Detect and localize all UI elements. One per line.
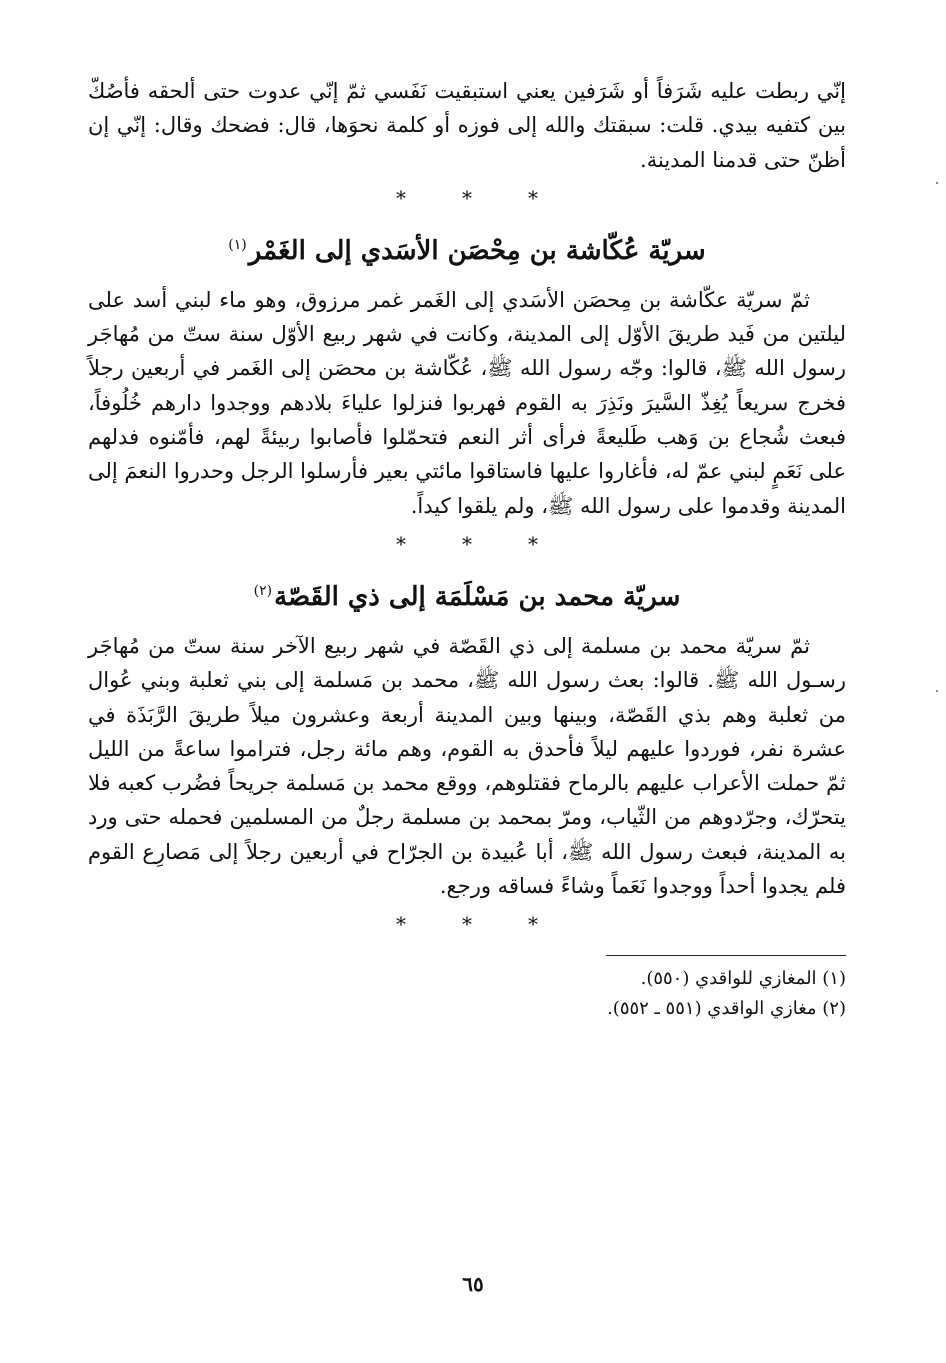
section-separator [88, 181, 846, 215]
intro-paragraph: إنّي ربطت عليه شَرَفاً أو شَرَفين يعني استبقيت نَفَسي ثمّ إنّي عدوت حتى ألحقه فأصُكّ بين كتفيه بيدي. قلت: سبقتك والله إلى فوزه أو كلمة نحوَها، قال: فضحك وقال: إنّي إن أظنّ حتى قدمنا المدينة. [88, 79, 846, 172]
separator-star: * [462, 185, 472, 210]
footnote-2: (٢) مغازي الواقدي (٥٥١ ـ ٥٥٢). [607, 998, 846, 1020]
heading-text: سريّة عُكّاشة بن مِحْصَن الأسَدي إلى الغَمْر [248, 235, 706, 266]
footnote-ref: (١) [228, 236, 247, 253]
footnote-divider [606, 955, 846, 956]
section-paragraph-okkasha: ثمّ سريّة عكّاشة بن مِحصَن الأسَدي إلى الغَمر غمر مرزوق، وهو ماء لبني أسد على ليلتين من فَيد طريقَ الأوّل إلى المدينة، وكانت في شهر ربيع الأوّل سنة ستّ من مُهاجَر رسول الله ﷺ، قالوا: وجّه رسول الله ﷺ، عُكّاشة بن محصَن إلى الغَمر في أربعين رجلاً فخرج سريعاً يُغِذّ السَّيرَ ونَذِرَ به القوم فهربوا فنزلوا علياءَ بلادهم ووجدوا دارهم خُلُوفاً، فبعث شُجاع بن وَهب طَليعةً فرأى أثر النعم فتحمّلوا فأصابوا ربيئةً لهم، فأمّنوه فدلهم على نَعَمٍ لبني عمّ له، فأغاروا عليها فاستاقوا مائتي بعير فأرسلوا الرجل وحدروا النعمَ إلى المدينة وقدموا على رسول الله ﷺ، ولم يلقوا كيداً. [88, 287, 846, 518]
footnote-1: (١) المغازي للواقدي (٥٥٠). [640, 968, 846, 990]
section-heading-maslama [88, 567, 846, 621]
separator-star: * [528, 912, 538, 937]
scan-speck [936, 182, 938, 184]
separator-star: * [396, 185, 406, 210]
separator-star: * [462, 912, 472, 937]
scan-speck [936, 690, 938, 692]
separator-star: * [396, 912, 406, 937]
separator-star: * [528, 185, 538, 210]
section-separator [88, 527, 846, 561]
section-heading-okkasha [88, 221, 846, 275]
heading-text: سريّة محمد بن مَسْلَمَة إلى ذي القَصّة [274, 581, 681, 612]
separator-star: * [528, 531, 538, 556]
separator-star: * [462, 531, 472, 556]
footnote-ref: (٢) [253, 582, 273, 599]
section-paragraph-maslama: ثمّ سريّة محمد بن مسلمة إلى ذي القَصّة في شهر ربيع الآخر سنة ستّ من مُهاجَر رسـول الله ﷺ. قالوا: بعث رسول الله ﷺ، محمد بن مَسلمة إلى بني ثعلبة وبني عُوال من ثعلبة وهم بذي القَصّة، وبينها وبين المدينة أربعة وعشرون ميلاً طريقَ الرَّبَذَة في عشرة نفر، فوردوا عليهم ليلاً فأحدق به القوم، وهم مائة رجل، فتراموا ساعةً من الليل ثمّ حملت الأعراب عليهم بالرماح فقتلوهم، ووقع محمد بن مَسلمة جريحاً فضُرب كعبه فلا يتحرّك، وجرّدوهم من الثّياب، ومرّ بمحمد بن مسلمة رجلٌ من المسلمين فحمله حتى ورد به المدينة، فبعث رسول الله ﷺ، أبا عُبيدة بن الجرّاح في أربعين رجلاً إلى مَصارِع القوم فلم يجدوا أحداً ووجدوا نَعَماً وشاءً فساقه ورجع. [88, 633, 846, 899]
separator-star: * [396, 531, 406, 556]
section-separator [88, 907, 846, 941]
page-body [88, 74, 846, 1024]
page-number: ٦٥ [462, 1272, 484, 1296]
